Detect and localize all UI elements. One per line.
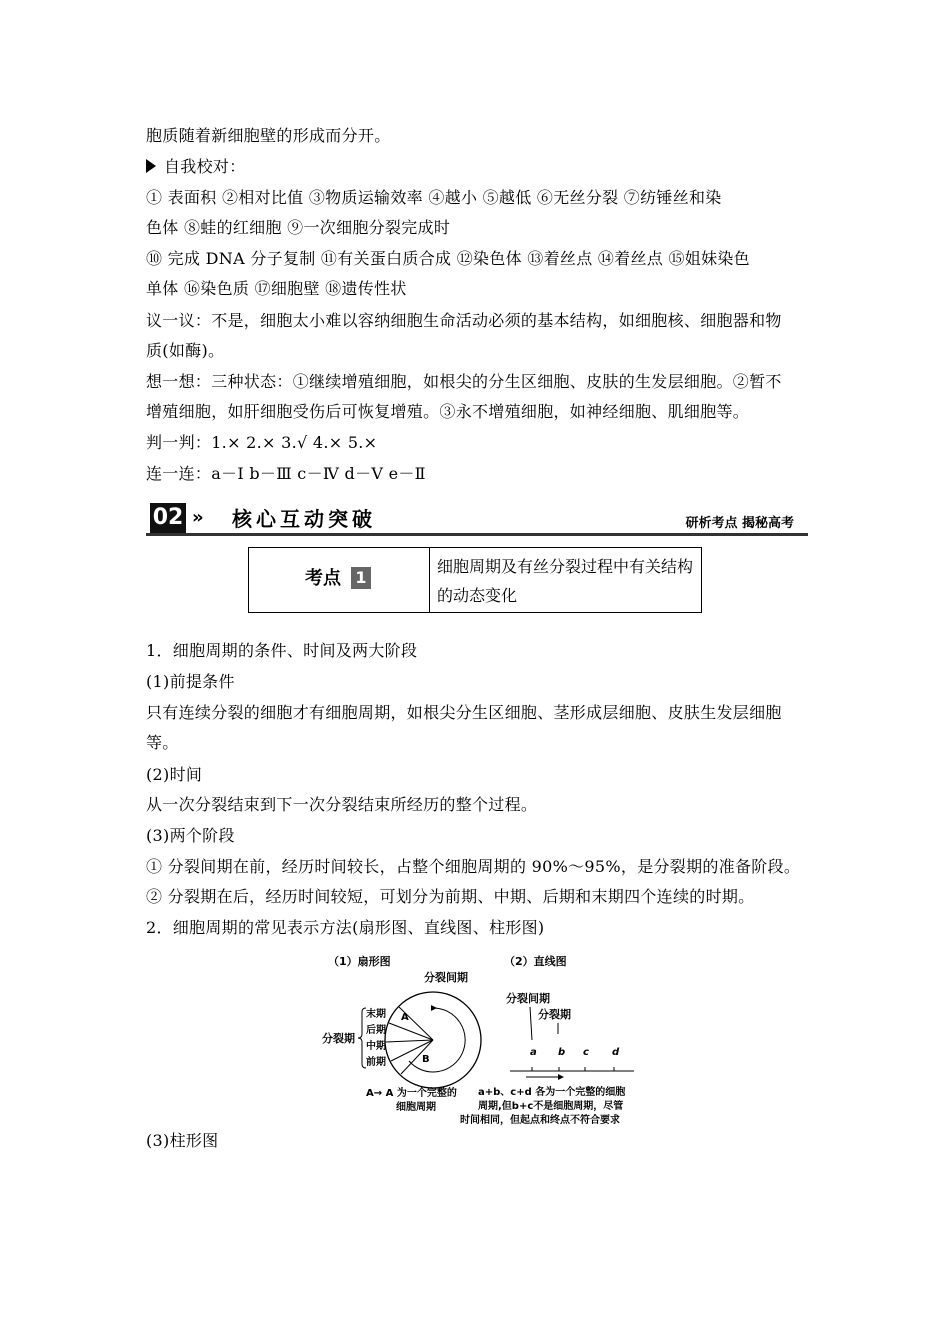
line-pointer <box>530 1007 532 1040</box>
line-interphase-label: 分裂间期 <box>506 992 550 1005</box>
section-number: 02 <box>150 503 186 533</box>
pie-point-b: B <box>422 1054 430 1065</box>
body-line: ① 表面积 ②相对比值 ③物质运输效率 ④越小 ⑤越低 ⑥无丝分裂 ⑦纺锤丝和染 <box>146 188 722 207</box>
body-line: 1．细胞周期的条件、时间及两大阶段 <box>146 641 418 660</box>
section-rule <box>146 533 808 536</box>
pie-arrow-icon <box>431 1005 437 1011</box>
section-banner <box>146 503 808 537</box>
pie-interphase-label: 分裂间期 <box>424 971 468 984</box>
pie-phase-label: 末期 <box>366 1009 386 1020</box>
body-line: (3)柱形图 <box>146 1131 219 1150</box>
body-line: 等。 <box>146 733 179 752</box>
line-point-label: c <box>583 1047 589 1058</box>
pie-phase-label: 中期 <box>366 1041 386 1052</box>
body-line: 单体 ⑯染色质 ⑰细胞壁 ⑱遗传性状 <box>146 279 407 298</box>
kaodian-box <box>248 547 702 613</box>
pie-bracket <box>358 1008 366 1068</box>
body-line: 议一议：不是，细胞太小难以容纳细胞生命活动必须的基本结构，如细胞核、细胞器和物 <box>146 311 782 330</box>
self-check-heading <box>146 157 246 177</box>
self-check-title: 自我校对： <box>164 157 246 176</box>
body-line: 增殖细胞，如肝细胞受伤后可恢复增殖。③永不增殖细胞，如神经细胞、肌细胞等。 <box>146 402 750 421</box>
arrow-marker-icon <box>146 159 156 173</box>
body-line: ⑩ 完成 DNA 分子复制 ⑪有关蛋白质合成 ⑫染色体 ⑬着丝点 ⑭着丝点 ⑮姐妹染色 <box>146 249 750 268</box>
line-caption: a+b、c+d 各为一个完整的细胞 <box>478 1087 626 1098</box>
line-point-label: d <box>612 1047 620 1058</box>
pie-caption: A→ A 为一个完整的 <box>366 1088 457 1099</box>
pie-heading: （1）扇形图 <box>328 955 391 968</box>
kaodian-label: 考点 <box>305 568 341 589</box>
pie-inner-arc <box>409 1008 465 1072</box>
body-line: 质(如酶)。 <box>146 341 225 360</box>
cell-cycle-figure <box>300 950 660 1130</box>
pie-mitosis-label: 分裂期 <box>322 1032 355 1045</box>
pie-phase-label: 前期 <box>366 1057 386 1068</box>
body-line: ② 分裂期在后，经历时间较短，可划分为前期、中期、后期和末期四个连续的时期。 <box>146 887 755 906</box>
body-line: 色体 ⑧蛙的红细胞 ⑨一次细胞分裂完成时 <box>146 218 451 237</box>
body-line: 连一连：a－Ⅰ b－Ⅲ c－Ⅳ d－Ⅴ e－Ⅱ <box>146 464 426 483</box>
line-ticks <box>532 1067 614 1071</box>
section-title: 核心互动突破 <box>232 507 376 531</box>
line-caption: 时间相同，但起点和终点不符合要求 <box>460 1115 620 1126</box>
line-point-label: a <box>530 1047 537 1058</box>
line-caption: 周期,但b+c不是细胞周期，尽管 <box>478 1101 624 1112</box>
kaodian-number: 1 <box>351 567 371 589</box>
line-arrow-icon <box>558 1074 564 1080</box>
line-mitosis-label: 分裂期 <box>538 1008 571 1021</box>
line-point-label: b <box>558 1047 566 1058</box>
body-line: 判一判：1.× 2.× 3.√ 4.× 5.× <box>146 433 378 452</box>
pie-point-a: A <box>401 1012 409 1023</box>
double-chevron-icon: » <box>192 507 204 528</box>
body-line: 从一次分裂结束到下一次分裂结束所经历的整个过程。 <box>146 795 538 814</box>
pie-caption: 细胞周期 <box>396 1102 436 1113</box>
body-line: (2)时间 <box>146 765 203 784</box>
body-line: ① 分裂间期在前，经历时间较长，占整个细胞周期的 90%～95%，是分裂期的准备阶段。 <box>146 857 801 876</box>
body-line: (3)两个阶段 <box>146 826 235 845</box>
kaodian-topic: 细胞周期及有丝分裂过程中有关结构的动态变化 <box>437 557 694 605</box>
section-subtitle: 研析考点 揭秘高考 <box>685 516 794 531</box>
line-heading: （2）直线图 <box>504 955 567 968</box>
body-line: 2．细胞周期的常见表示方法(扇形图、直线图、柱形图) <box>146 918 545 937</box>
kaodian-label-cell <box>249 548 430 612</box>
body-line: (1)前提条件 <box>146 672 235 691</box>
body-line: 想一想：三种状态：①继续增殖细胞，如根尖的分生区细胞、皮肤的生发层细胞。②暂不 <box>146 372 782 391</box>
body-line: 胞质随着新细胞壁的形成而分开。 <box>146 126 391 145</box>
pie-phase-label: 后期 <box>366 1025 386 1036</box>
body-line: 只有连续分裂的细胞才有细胞周期，如根尖分生区细胞、茎形成层细胞、皮肤生发层细胞 <box>146 703 782 722</box>
